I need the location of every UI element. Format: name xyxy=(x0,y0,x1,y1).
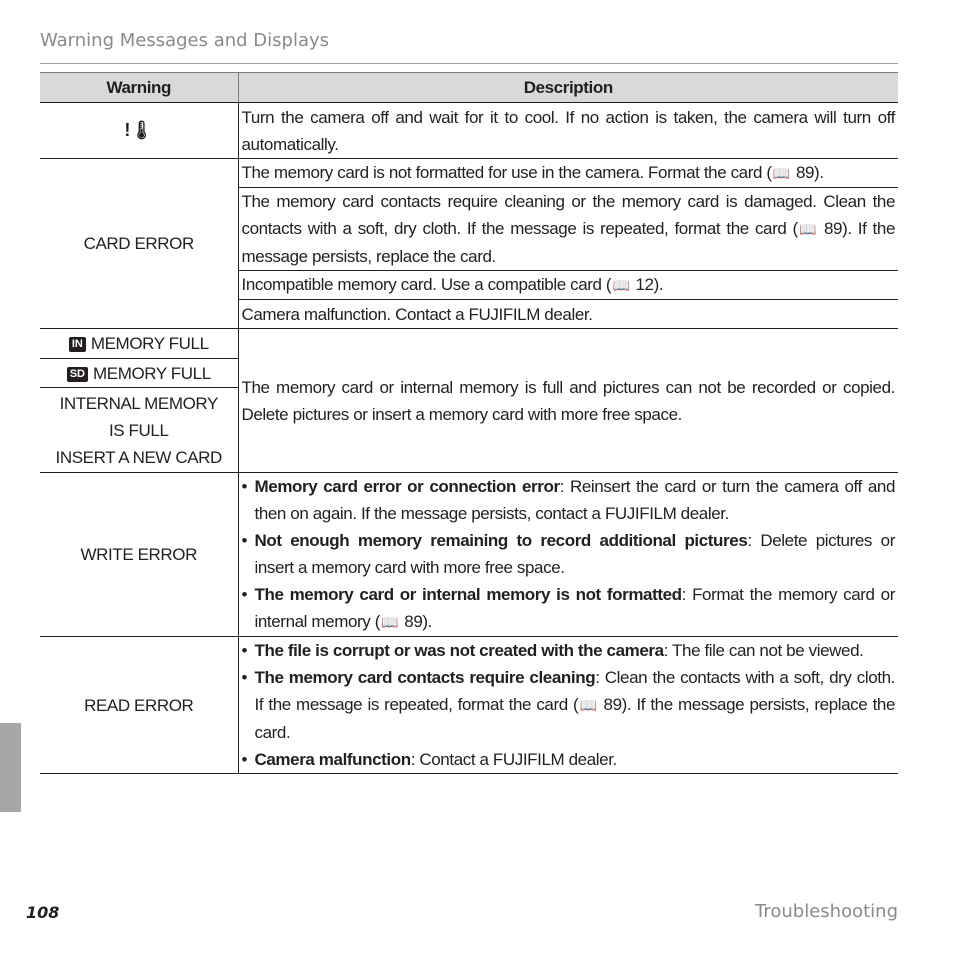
page-number: 108 xyxy=(26,903,60,922)
description-cell xyxy=(238,637,898,774)
header-rule xyxy=(40,63,898,64)
warning-text: MEMORY FULL xyxy=(90,334,209,353)
list-item xyxy=(242,637,896,664)
warning-cell xyxy=(40,359,238,388)
table-row xyxy=(40,329,898,359)
bullet-heading: Camera malfunction xyxy=(254,750,411,769)
column-header-description: Description xyxy=(238,73,898,103)
book-reference-icon: 📖 xyxy=(772,165,791,181)
warning-cell xyxy=(40,388,238,473)
bullet-text: 89). If the message persists, replace the card. xyxy=(254,695,896,742)
warning-cell: CARD ERROR xyxy=(40,159,238,329)
description-cell: Turn the camera off and wait for it to cool. If no action is taken, the camera will turn off automatically. xyxy=(238,103,898,159)
sd-card-icon: SD xyxy=(67,367,88,382)
warning-cell xyxy=(40,329,238,359)
warning-cell: WRITE ERROR xyxy=(40,473,238,637)
bullet-text: : Format the memory card or internal memory ( xyxy=(254,585,895,631)
warning-text: MEMORY FULL xyxy=(93,363,211,383)
description-text: The memory card is not formatted for use in the camera. Format the card ( xyxy=(241,163,772,182)
bullet-text: : Contact a FUJIFILM dealer. xyxy=(410,750,617,769)
description-cell: Camera malfunction. Contact a FUJIFILM dealer. xyxy=(238,300,898,329)
warning-text: INTERNAL MEMORY IS FULL xyxy=(59,393,218,440)
warning-messages-table xyxy=(40,72,898,774)
description-cell xyxy=(238,159,898,188)
book-reference-icon: 📖 xyxy=(612,277,630,293)
table-row xyxy=(40,103,898,159)
description-text: The memory card contacts require cleaning or the memory card is damaged. Clean the contacts with a soft, dry cloth. If the message is repeated, format the card ( xyxy=(241,192,895,238)
book-reference-icon: 📖 xyxy=(579,697,598,713)
book-reference-icon: 📖 xyxy=(381,614,399,630)
book-reference-icon: 📖 xyxy=(799,221,817,237)
list-item xyxy=(242,527,896,581)
table-row xyxy=(40,637,898,774)
description-text: 89). xyxy=(791,163,824,182)
warning-text: INSERT A NEW CARD xyxy=(55,447,222,467)
list-item xyxy=(242,664,896,746)
bullet-heading: Memory card error or connection error xyxy=(254,477,560,496)
description-cell xyxy=(238,188,898,271)
warning-cell: READ ERROR xyxy=(40,637,238,774)
description-text: 89). If the message persists, replace the card. xyxy=(241,219,895,266)
bullet-text: 89). xyxy=(399,612,432,631)
bullet-text: : The file can not be viewed. xyxy=(663,641,864,660)
description-text: 12). xyxy=(631,275,664,294)
list-item xyxy=(242,581,896,636)
bullet-heading: Not enough memory remaining to record additional pictures xyxy=(254,531,748,550)
bullet-heading: The memory card contacts require cleaning xyxy=(254,668,596,687)
description-cell xyxy=(238,473,898,637)
list-item xyxy=(242,746,896,773)
bullet-heading: The memory card or internal memory is not formatted xyxy=(254,585,682,604)
section-thumb-tab xyxy=(0,723,21,812)
footer-section-title: Troubleshooting xyxy=(755,901,898,922)
page-header-title: Warning Messages and Displays xyxy=(40,30,330,51)
description-cell: The memory card or internal memory is full and pictures can not be recorded or copied. Delete pictures or insert a memory card with more free space. xyxy=(238,329,898,473)
high-temperature-warning-icon: !🌡 xyxy=(124,120,154,140)
table-row xyxy=(40,159,898,188)
bullet-text: : Delete pictures or insert a memory card with more free space. xyxy=(254,531,895,577)
bullet-heading: The file is corrupt or was not created with the camera xyxy=(254,641,664,660)
warning-cell xyxy=(40,103,238,159)
bullet-text: : Clean the contacts with a soft, dry cloth. If the message is repeated, format the card ( xyxy=(254,668,896,714)
table-header-row xyxy=(40,73,898,103)
list-item xyxy=(242,473,896,527)
bullet-text: : Reinsert the card or turn the camera off and then on again. If the message persists, contact a FUJIFILM dealer. xyxy=(254,477,896,523)
internal-memory-icon: IN xyxy=(69,337,86,352)
description-cell xyxy=(238,271,898,300)
table-row xyxy=(40,473,898,637)
description-text: Incompatible memory card. Use a compatible card ( xyxy=(241,275,612,294)
column-header-warning: Warning xyxy=(40,73,238,103)
